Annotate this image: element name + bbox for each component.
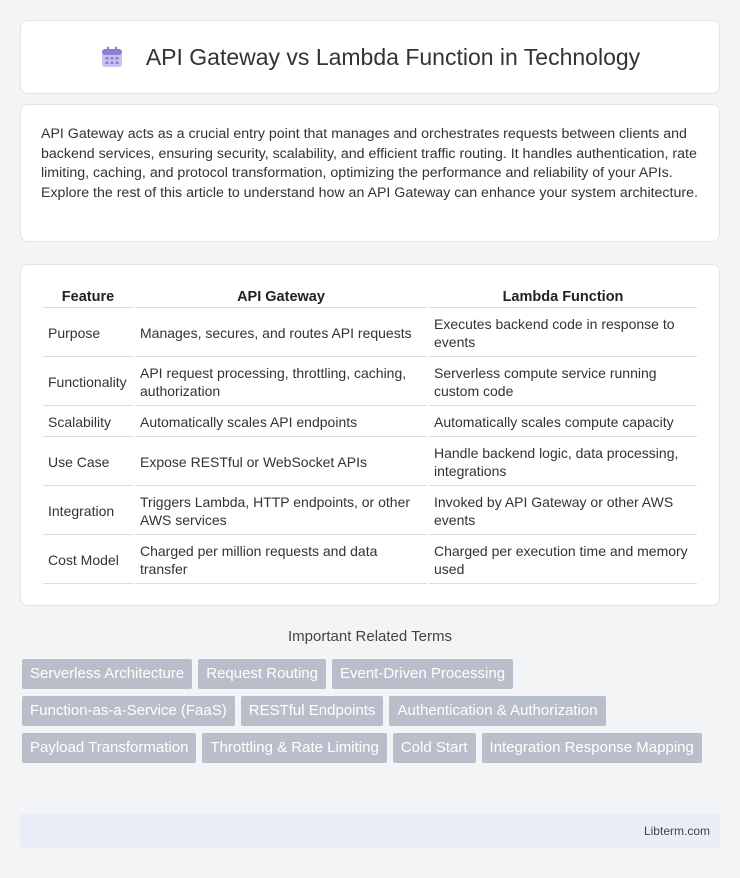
- cell-lambda: Executes backend code in response to events: [429, 310, 697, 357]
- footer: [20, 814, 720, 848]
- table-header-row: [43, 285, 697, 308]
- cell-api-gateway: Expose RESTful or WebSocket APIs: [135, 439, 427, 486]
- table-row: [43, 310, 697, 357]
- cell-lambda: Automatically scales compute capacity: [429, 408, 697, 437]
- tag-faas[interactable]: Function-as-a-Service (FaaS): [22, 696, 235, 726]
- tag-event-driven-processing[interactable]: Event-Driven Processing: [332, 659, 513, 689]
- header-feature: Feature: [43, 285, 133, 308]
- header-api-gateway: API Gateway: [135, 285, 427, 308]
- tag-cold-start[interactable]: Cold Start: [393, 733, 476, 763]
- cell-api-gateway: Manages, secures, and routes API requests: [135, 310, 427, 357]
- cell-lambda: Invoked by API Gateway or other AWS events: [429, 488, 697, 535]
- cell-feature: Scalability: [43, 408, 133, 437]
- cell-lambda: Serverless compute service running custom code: [429, 359, 697, 406]
- tag-request-routing[interactable]: Request Routing: [198, 659, 326, 689]
- table-row: [43, 408, 697, 437]
- related-terms-title: Important Related Terms: [288, 628, 452, 645]
- table-row: [43, 488, 697, 535]
- footer-site-link[interactable]: Libterm.com: [643, 824, 710, 838]
- tag-throttling-rate-limiting[interactable]: Throttling & Rate Limiting: [202, 733, 386, 763]
- intro-card: [20, 104, 720, 242]
- cell-lambda: Charged per execution time and memory used: [429, 537, 697, 584]
- related-terms-tags: [22, 659, 722, 763]
- cell-api-gateway: Charged per million requests and data transfer: [135, 537, 427, 584]
- cell-feature: Functionality: [43, 359, 133, 406]
- header-card: [20, 20, 720, 94]
- cell-feature: Purpose: [43, 310, 133, 357]
- comparison-table: [41, 283, 699, 586]
- cell-feature: Cost Model: [43, 537, 133, 584]
- cell-feature: Use Case: [43, 439, 133, 486]
- cell-lambda: Handle backend logic, data processing, integrations: [429, 439, 697, 486]
- header-lambda-function: Lambda Function: [429, 285, 697, 308]
- tag-restful-endpoints[interactable]: RESTful Endpoints: [241, 696, 384, 726]
- intro-text: API Gateway acts as a crucial entry point that manages and orchestrates requests between clients and backend services, ensuring security, scalability, and efficient traffic routing. It handles authentication, rate limiting, caching, and protocol transformation, optimizing the performance and reliability of your APIs. Explore the rest of this article to understand how an API Gateway can enhance your system architecture.: [41, 126, 698, 201]
- tag-serverless-architecture[interactable]: Serverless Architecture: [22, 659, 192, 689]
- title-wrap: [100, 44, 640, 71]
- table-row: [43, 359, 697, 406]
- tag-integration-response-mapping[interactable]: Integration Response Mapping: [482, 733, 702, 763]
- comparison-table-card: [20, 264, 720, 606]
- calendar-icon: [100, 45, 124, 69]
- cell-api-gateway: Triggers Lambda, HTTP endpoints, or other AWS services: [135, 488, 427, 535]
- page-title: API Gateway vs Lambda Function in Technology: [145, 43, 641, 70]
- table-row: [43, 439, 697, 486]
- tag-payload-transformation[interactable]: Payload Transformation: [22, 733, 196, 763]
- cell-api-gateway: Automatically scales API endpoints: [135, 408, 427, 437]
- table-row: [43, 537, 697, 584]
- tag-authentication-authorization[interactable]: Authentication & Authorization: [389, 696, 605, 726]
- cell-feature: Integration: [43, 488, 133, 535]
- cell-api-gateway: API request processing, throttling, caching, authorization: [135, 359, 427, 406]
